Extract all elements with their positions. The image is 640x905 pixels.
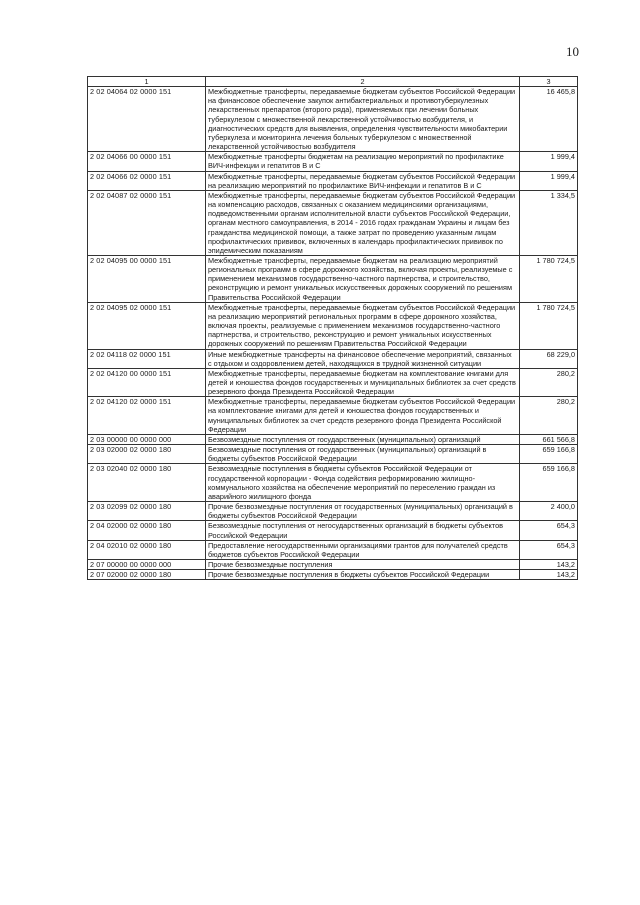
table-row: [88, 87, 578, 152]
table-row: [88, 502, 578, 521]
row-code: 2 02 04118 02 0000 151: [88, 349, 206, 368]
row-description: Межбюджетные трансферты, передаваемые бюджетам субъектов Российской Федерации на реализацию мероприятий региональных программ в сфере дорожного хозяйства, включая проекты, реализуемые с применением механизмов государственно-частного партнерства, и строительство, реконструкцию и ремонт уникальных искусственных дорожных сооружений по решениям Правительства Российской Федерации: [206, 302, 520, 349]
row-amount: 143,2: [520, 570, 578, 580]
row-code: 2 04 02000 02 0000 180: [88, 521, 206, 540]
row-amount: 1 334,5: [520, 190, 578, 255]
table-row: [88, 434, 578, 444]
row-amount: 280,2: [520, 397, 578, 435]
row-description: Иные межбюджетные трансферты на финансовое обеспечение мероприятий, связанных с отдыхом и оздоровлением детей, находящихся в трудной жизненной ситуации: [206, 349, 520, 368]
row-code: 2 02 04120 00 0000 151: [88, 368, 206, 396]
row-description: Безвозмездные поступления в бюджеты субъектов Российской Федерации от государственной корпорации - Фонда содействия реформированию жилищно-коммунального хозяйства на обеспечение мероприятий по переселению граждан из аварийного жилищного фонда: [206, 464, 520, 502]
table-row: [88, 349, 578, 368]
row-description: Предоставление негосударственными организациями грантов для получателей средств бюджетов субъектов Российской Федерации: [206, 540, 520, 559]
column-header-description: 2: [206, 77, 520, 87]
table-row: [88, 570, 578, 580]
row-code: 2 03 02000 02 0000 180: [88, 445, 206, 464]
row-amount: 661 566,8: [520, 434, 578, 444]
row-code: 2 03 02099 02 0000 180: [88, 502, 206, 521]
row-description: Межбюджетные трансферты, передаваемые бюджетам на реализацию мероприятий региональных программ в сфере дорожного хозяйства, включая проекты, реализуемые с применением механизмов государственно-частного партнерства, и строительство, реконструкцию и ремонт уникальных искусственных дорожных сооружений по решениям Правительства Российской Федерации: [206, 255, 520, 302]
row-description: Безвозмездные поступления от государственных (муниципальных) организаций: [206, 434, 520, 444]
row-code: 2 03 00000 00 0000 000: [88, 434, 206, 444]
row-description: Межбюджетные трансферты, передаваемые бюджетам субъектов Российской Федерации на финансовое обеспечение закупок антибактериальных и противотуберкулезных лекарственных препаратов (второго ряда), применяемых при лечении больных туберкулезом с множественной лекарственной устойчивостью возбудителя, и диагностических средств для выявления, определения чувствительности микобактерии туберкулеза и мониторинга лечения больных туберкулезом с множественной лекарственной устойчивостью возбудителя: [206, 87, 520, 152]
page-number: 10: [566, 44, 579, 59]
row-code: 2 07 00000 00 0000 000: [88, 559, 206, 569]
row-description: Прочие безвозмездные поступления в бюджеты субъектов Российской Федерации: [206, 570, 520, 580]
row-code: 2 02 04066 02 0000 151: [88, 171, 206, 190]
column-header-amount: 3: [520, 77, 578, 87]
row-amount: 1 780 724,5: [520, 255, 578, 302]
table-row: [88, 397, 578, 435]
row-description: Прочие безвозмездные поступления от государственных (муниципальных) организаций в бюджеты субъектов Российской Федерации: [206, 502, 520, 521]
row-amount: 280,2: [520, 368, 578, 396]
column-header-code: 1: [88, 77, 206, 87]
table-row: [88, 521, 578, 540]
row-description: Межбюджетные трансферты, передаваемые бюджетам субъектов Российской Федерации на комплектование книгами для детей и юношества фондов государственных и муниципальных библиотек за счет средств резервного фонда Президента Российской Федерации: [206, 397, 520, 435]
row-code: 2 02 04064 02 0000 151: [88, 87, 206, 152]
row-amount: 1 999,4: [520, 171, 578, 190]
row-amount: 654,3: [520, 540, 578, 559]
row-amount: 68 229,0: [520, 349, 578, 368]
row-description: Безвозмездные поступления от государственных (муниципальных) организаций в бюджеты субъектов Российской Федерации: [206, 445, 520, 464]
table-row: [88, 255, 578, 302]
table-row: [88, 464, 578, 502]
table-row: [88, 368, 578, 396]
table-body: [88, 87, 578, 580]
table-row: [88, 302, 578, 349]
row-code: 2 02 04095 00 0000 151: [88, 255, 206, 302]
row-amount: 659 166,8: [520, 464, 578, 502]
table-header-row: [88, 77, 578, 87]
row-amount: 16 465,8: [520, 87, 578, 152]
row-code: 2 02 04087 02 0000 151: [88, 190, 206, 255]
row-code: 2 02 04120 02 0000 151: [88, 397, 206, 435]
row-description: Межбюджетные трансферты, передаваемые бюджетам на комплектование книгами для детей и юношества фондов государственных и муниципальных библиотек за счет средств резервного фонда Президента Российской Федерации: [206, 368, 520, 396]
table-row: [88, 152, 578, 171]
row-code: 2 04 02010 02 0000 180: [88, 540, 206, 559]
row-code: 2 02 04095 02 0000 151: [88, 302, 206, 349]
row-amount: 143,2: [520, 559, 578, 569]
row-code: 2 03 02040 02 0000 180: [88, 464, 206, 502]
row-description: Прочие безвозмездные поступления: [206, 559, 520, 569]
row-description: Межбюджетные трансферты, передаваемые бюджетам субъектов Российской Федерации на реализацию мероприятий по профилактике ВИЧ-инфекции и гепатитов В и С: [206, 171, 520, 190]
row-description: Межбюджетные трансферты, передаваемые бюджетам субъектов Российской Федерации на компенсацию расходов, связанных с оказанием медицинскими организациями, подведомственными органам исполнительной власти субъектов Российской Федерации, органам местного самоуправления, в 2014 - 2016 годах гражданам Украины и лицам без гражданства медицинской помощи, а также затрат по проведению указанным лицам профилактических прививок, включенных в календарь профилактических прививок по эпидемическим показаниям: [206, 190, 520, 255]
table-row: [88, 559, 578, 569]
row-description: Межбюджетные трансферты бюджетам на реализацию мероприятий по профилактике ВИЧ-инфекции и гепатитов В и С: [206, 152, 520, 171]
table-row: [88, 190, 578, 255]
row-amount: 659 166,8: [520, 445, 578, 464]
row-code: 2 02 04066 00 0000 151: [88, 152, 206, 171]
table-row: [88, 445, 578, 464]
table-row: [88, 540, 578, 559]
row-amount: 1 780 724,5: [520, 302, 578, 349]
row-description: Безвозмездные поступления от негосударственных организаций в бюджеты субъектов Российской Федерации: [206, 521, 520, 540]
row-code: 2 07 02000 02 0000 180: [88, 570, 206, 580]
row-amount: 2 400,0: [520, 502, 578, 521]
budget-revenue-table: [87, 76, 578, 580]
row-amount: 654,3: [520, 521, 578, 540]
row-amount: 1 999,4: [520, 152, 578, 171]
table-row: [88, 171, 578, 190]
